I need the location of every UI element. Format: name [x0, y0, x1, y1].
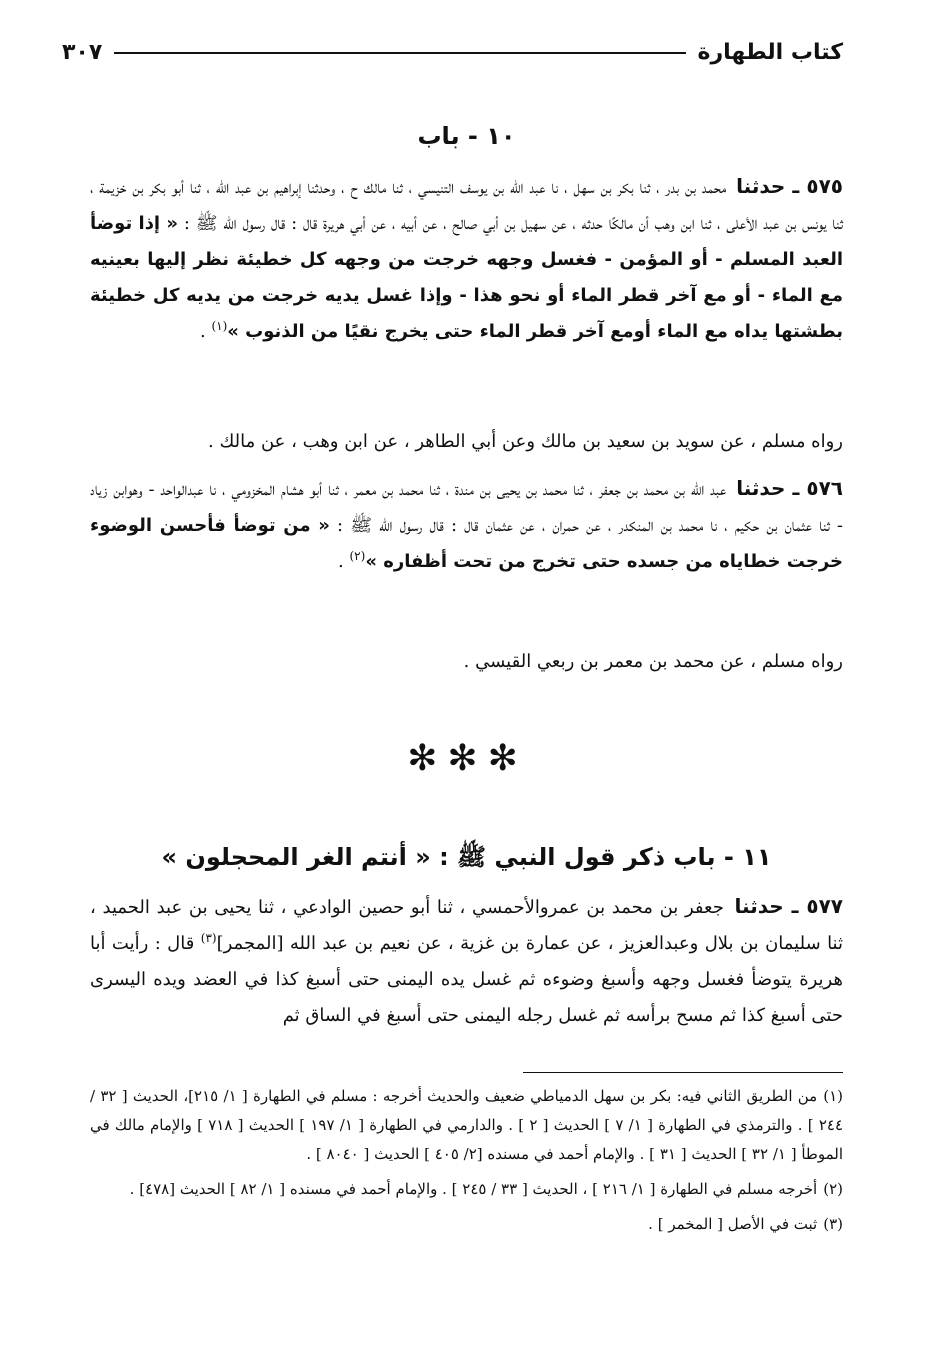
footnote-1	[90, 1082, 843, 1169]
footnote-ref-2[interactable]: (٢)	[349, 549, 366, 563]
footnote-number: (٢)	[823, 1180, 843, 1198]
hadith-575-matn: « إذا توضأ العبد المسلم - أو المؤمن - فغسل وجهه خرجت من وجهه كل خطيئة نظر إليها بعينيه مع الماء - أو مع آخر قطر الماء أو نحو هذا - وإذا غسل يديه خرجت من يديه كل خطيئة بطشتها يداه مع الماء أومع آخر قطر الماء حتى يخرج نقيًا من الذنوب »	[90, 213, 843, 342]
hadith-577-number: ٥٧٧ ـ حدثنا	[734, 894, 844, 918]
hadith-577-isnad-b: قال : رأيت أبا هريرة يتوضأ فغسل وجهه وأسبغ وضوءه ثم غسل يده اليمنى حتى أسبغ كذا في العضد ويده اليسرى حتى أسبغ كذا ثم مسح برأسه ثم غسل رجله اليمنى حتى أسبغ في الساق ثم	[90, 933, 843, 1026]
footnote-separator	[523, 1072, 843, 1073]
hadith-576-end: .	[338, 551, 350, 572]
hadith-577-isnad-a: جعفر بن محمد بن عمروالأحمسي ، ثنا أبو حصين الوادعي ، ثنا يحيى بن عبد الحميد ، ثنا سليمان بن بلال وعبدالعزيز ، عن عمارة بن غزية ، عن نعيم بن عبد الله [المجمر]	[90, 897, 843, 954]
chapter-10-title: ١٠ - باب	[417, 122, 516, 150]
footnote-number: (١)	[823, 1087, 844, 1105]
footnote-ref-1[interactable]: (١)	[211, 319, 228, 333]
chapter-11-title: ١١ - باب ذكر قول النبي ﷺ : « أنتم الغر المحجلون »	[161, 843, 772, 871]
header-rule	[114, 52, 685, 54]
footnote-text: أخرجه مسلم في الطهارة [ ١/ ٢١٦ ] ، الحديث [ ٣٣ / ٢٤٥ ] . والإمام أحمد في مسنده [ ١/ ٨٢ ] الحديث [٤٧٨] .	[129, 1180, 818, 1198]
hadith-575-isnad: محمد بن بدر ، ثنا بكر بن سهل ، نا عبد الله بن يوسف التنيسي ، ثنا مالك ح ، وحدثنا إبراهيم بن عبد الله ، ثنا أبو بكر بن خزيمة ، ثنا يونس بن عبد الأعلى ، ثنا ابن وهب أن مالكًا حدثه ، عن سهيل بن أبي صالح ، عن أبيه ، عن أبي هريرة قال : قال رسول الله ﷺ :	[90, 177, 843, 234]
footnotes	[90, 1082, 843, 1245]
hadith-575-number: ٥٧٥ ـ حدثنا	[736, 174, 843, 198]
hadith-575-riwaya: رواه مسلم ، عن سويد بن سعيد بن مالك وعن أبي الطاهر ، عن ابن وهب ، عن مالك .	[208, 431, 843, 452]
hadith-575-end: .	[200, 321, 212, 342]
footnote-text: ثبت في الأصل [ المخمر ] .	[648, 1215, 818, 1233]
book-title: كتاب الطهارة	[697, 40, 843, 65]
footnote-2	[90, 1175, 843, 1204]
footnote-number: (٣)	[823, 1215, 843, 1233]
hadith-577	[90, 888, 843, 1034]
hadith-576-isnad: عبد الله بن محمد بن جعفر ، ثنا محمد بن يحيى بن مندة ، ثنا محمد بن معمر ، ثنا أبو هشام المخزومي ، نا عبدالواحد - وهوابن زياد - ثنا عثمان بن حكيم ، نا محمد بن المنكدر ، عن حمران ، عن عثمان قال : قال رسول الله ﷺ :	[90, 479, 843, 536]
footnote-text: من الطريق الثاني فيه: بكر بن سهل الدمياطي ضعيف والحديث أخرجه : مسلم في الطهارة [ ١/ ٢١٥]، الحديث [ ٣٢ / ٢٤٤ ] . والترمذي في الطهارة [ ١/ ٧ ] الحديث [ ٢ ] . والدارمي في الطهارة [ ١/ ١٩٧ ] الحديث [ ٧١٨ ] والإمام مالك في الموطأ [ ١/ ٣٢ ] الحديث [ ٣١ ] . والإمام أحمد في مسنده [٢/ ٤٠٥ ] الحديث [ ٨٠٤٠ ] .	[90, 1087, 844, 1163]
section-separator: ✻✻✻	[407, 738, 528, 779]
hadith-576-riwaya: رواه مسلم ، عن محمد بن معمر بن ربعي القيسي .	[463, 651, 843, 672]
footnote-ref-3[interactable]: (٣)	[200, 931, 217, 945]
hadith-576-number: ٥٧٦ ـ حدثنا	[736, 476, 843, 500]
hadith-575	[90, 168, 843, 350]
footnote-3	[90, 1210, 843, 1239]
running-header	[62, 40, 843, 65]
hadith-576-matn: « من توضأ فأحسن الوضوء خرجت خطاياه من جسده حتى تخرج من تحت أظفاره »	[90, 515, 843, 572]
hadith-576	[90, 470, 843, 580]
page-number: ٣٠٧	[62, 40, 103, 65]
